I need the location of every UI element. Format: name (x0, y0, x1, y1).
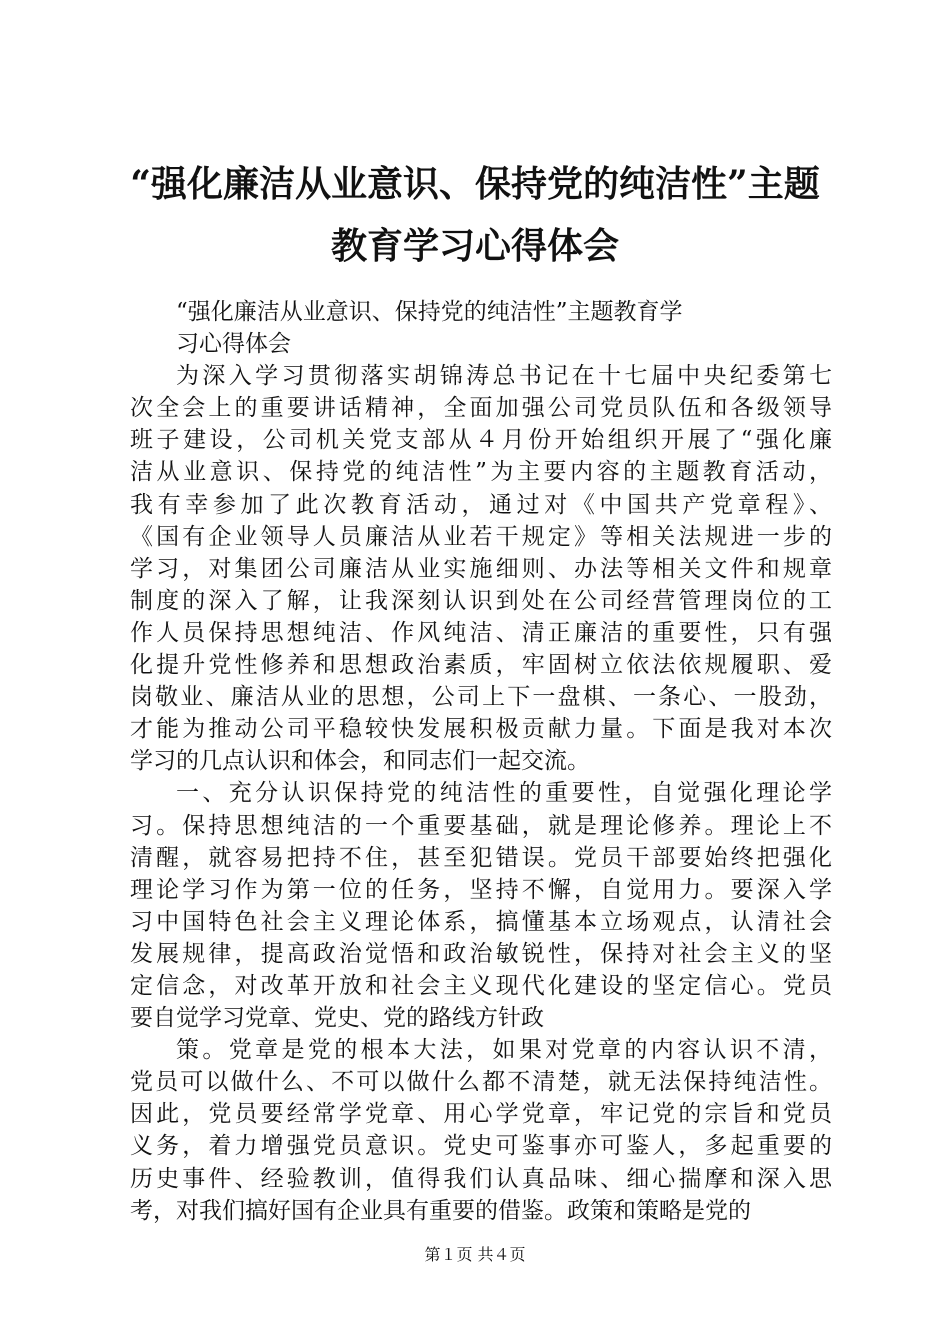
paragraph (130, 360, 832, 777)
paragraph-line: 义务，着力增强党员意识。党史可鉴事亦可鉴人，多起重要的 (130, 1133, 832, 1160)
paragraph-line: 学习的几点认识和体会，和同志们一起交流。 (130, 748, 590, 775)
paragraph-line: 为深入学习贯彻落实胡锦涛总书记在十七届中央纪委第七 (176, 363, 832, 390)
subtitle-line-2: 习心得体会 (176, 331, 291, 358)
paragraph-line: 岗敬业、廉洁从业的思想，公司上下一盘棋、一条心、一股劲， (130, 684, 832, 711)
paragraph-line: 习。保持思想纯洁的一个重要基础，就是理论修养。理论上不 (130, 812, 832, 839)
subtitle-line-1: “强化廉洁从业意识、保持党的纯洁性”主题教育学 (176, 299, 683, 325)
document-title-line-1: “强化廉洁从业意识、保持党的纯洁性”主题 (130, 163, 820, 205)
paragraph-line: 清醒，就容易把持不住，甚至犯错误。党员干部要始终把强化 (130, 844, 832, 871)
paragraph-list (130, 360, 832, 1227)
paragraph-line: 一、充分认识保持党的纯洁性的重要性，自觉强化理论学 (176, 780, 832, 807)
paragraph-line: 策。党章是党的根本大法，如果对党章的内容认识不清， (176, 1037, 832, 1064)
paragraph-line: 制度的深入了解，让我深刻认识到处在公司经营管理岗位的工 (130, 587, 832, 614)
page-footer: 第１页 共４页 (424, 1245, 526, 1264)
paragraph (130, 1034, 832, 1227)
paragraph-line: 发展规律，提高政治觉悟和政治敏锐性，保持对社会主义的坚 (130, 940, 832, 967)
paragraph-line: 因此，党员要经常学党章、用心学党章，牢记党的宗旨和党员 (130, 1101, 832, 1128)
paragraph-line: 班子建设，公司机关党支部从４月份开始组织开展了“强化廉 (130, 427, 832, 454)
paragraph-line: 理论学习作为第一位的任务，坚持不懈，自觉用力。要深入学 (130, 876, 832, 903)
paragraph-line: 化提升党性修养和思想政治素质，牢固树立依法依规履职、爱 (130, 652, 832, 679)
paragraph-line: 次全会上的重要讲话精神，全面加强公司党员队伍和各级领导 (130, 395, 832, 422)
paragraph (130, 777, 832, 1034)
paragraph-line: 我有幸参加了此次教育活动，通过对《中国共产党章程》、 (130, 491, 832, 518)
paragraph-line: 历史事件、经验教训，值得我们认真品味、细心揣摩和深入思 (130, 1165, 832, 1192)
paragraph-line: 才能为推动公司平稳较快发展积极贡献力量。下面是我对本次 (130, 716, 832, 743)
paragraph-line: 学习，对集团公司廉洁从业实施细则、办法等相关文件和规章 (130, 555, 832, 582)
paragraph-line: 要自觉学习党章、党史、党的路线方针政 (130, 1005, 544, 1032)
document-body (130, 296, 832, 1227)
paragraph-line: 习中国特色社会主义理论体系，搞懂基本立场观点，认清社会 (130, 908, 832, 935)
paragraph-line: 考，对我们搞好国有企业具有重要的借鉴。政策和策略是党的 (130, 1197, 751, 1224)
paragraph-line: 定信念，对改革开放和社会主义现代化建设的坚定信心。党员 (130, 972, 832, 999)
paragraph-line: 作人员保持思想纯洁、作风纯洁、清正廉洁的重要性，只有强 (130, 619, 832, 646)
paragraph-line: 洁从业意识、保持党的纯洁性”为主要内容的主题教育活动， (130, 459, 832, 486)
document-title-line-2: 教育学习心得体会 (330, 225, 619, 267)
paragraph-line: 《国有企业领导人员廉洁从业若干规定》等相关法规进一步的 (130, 523, 832, 550)
paragraph-line: 党员可以做什么、不可以做什么都不清楚，就无法保持纯洁性。 (130, 1069, 832, 1096)
